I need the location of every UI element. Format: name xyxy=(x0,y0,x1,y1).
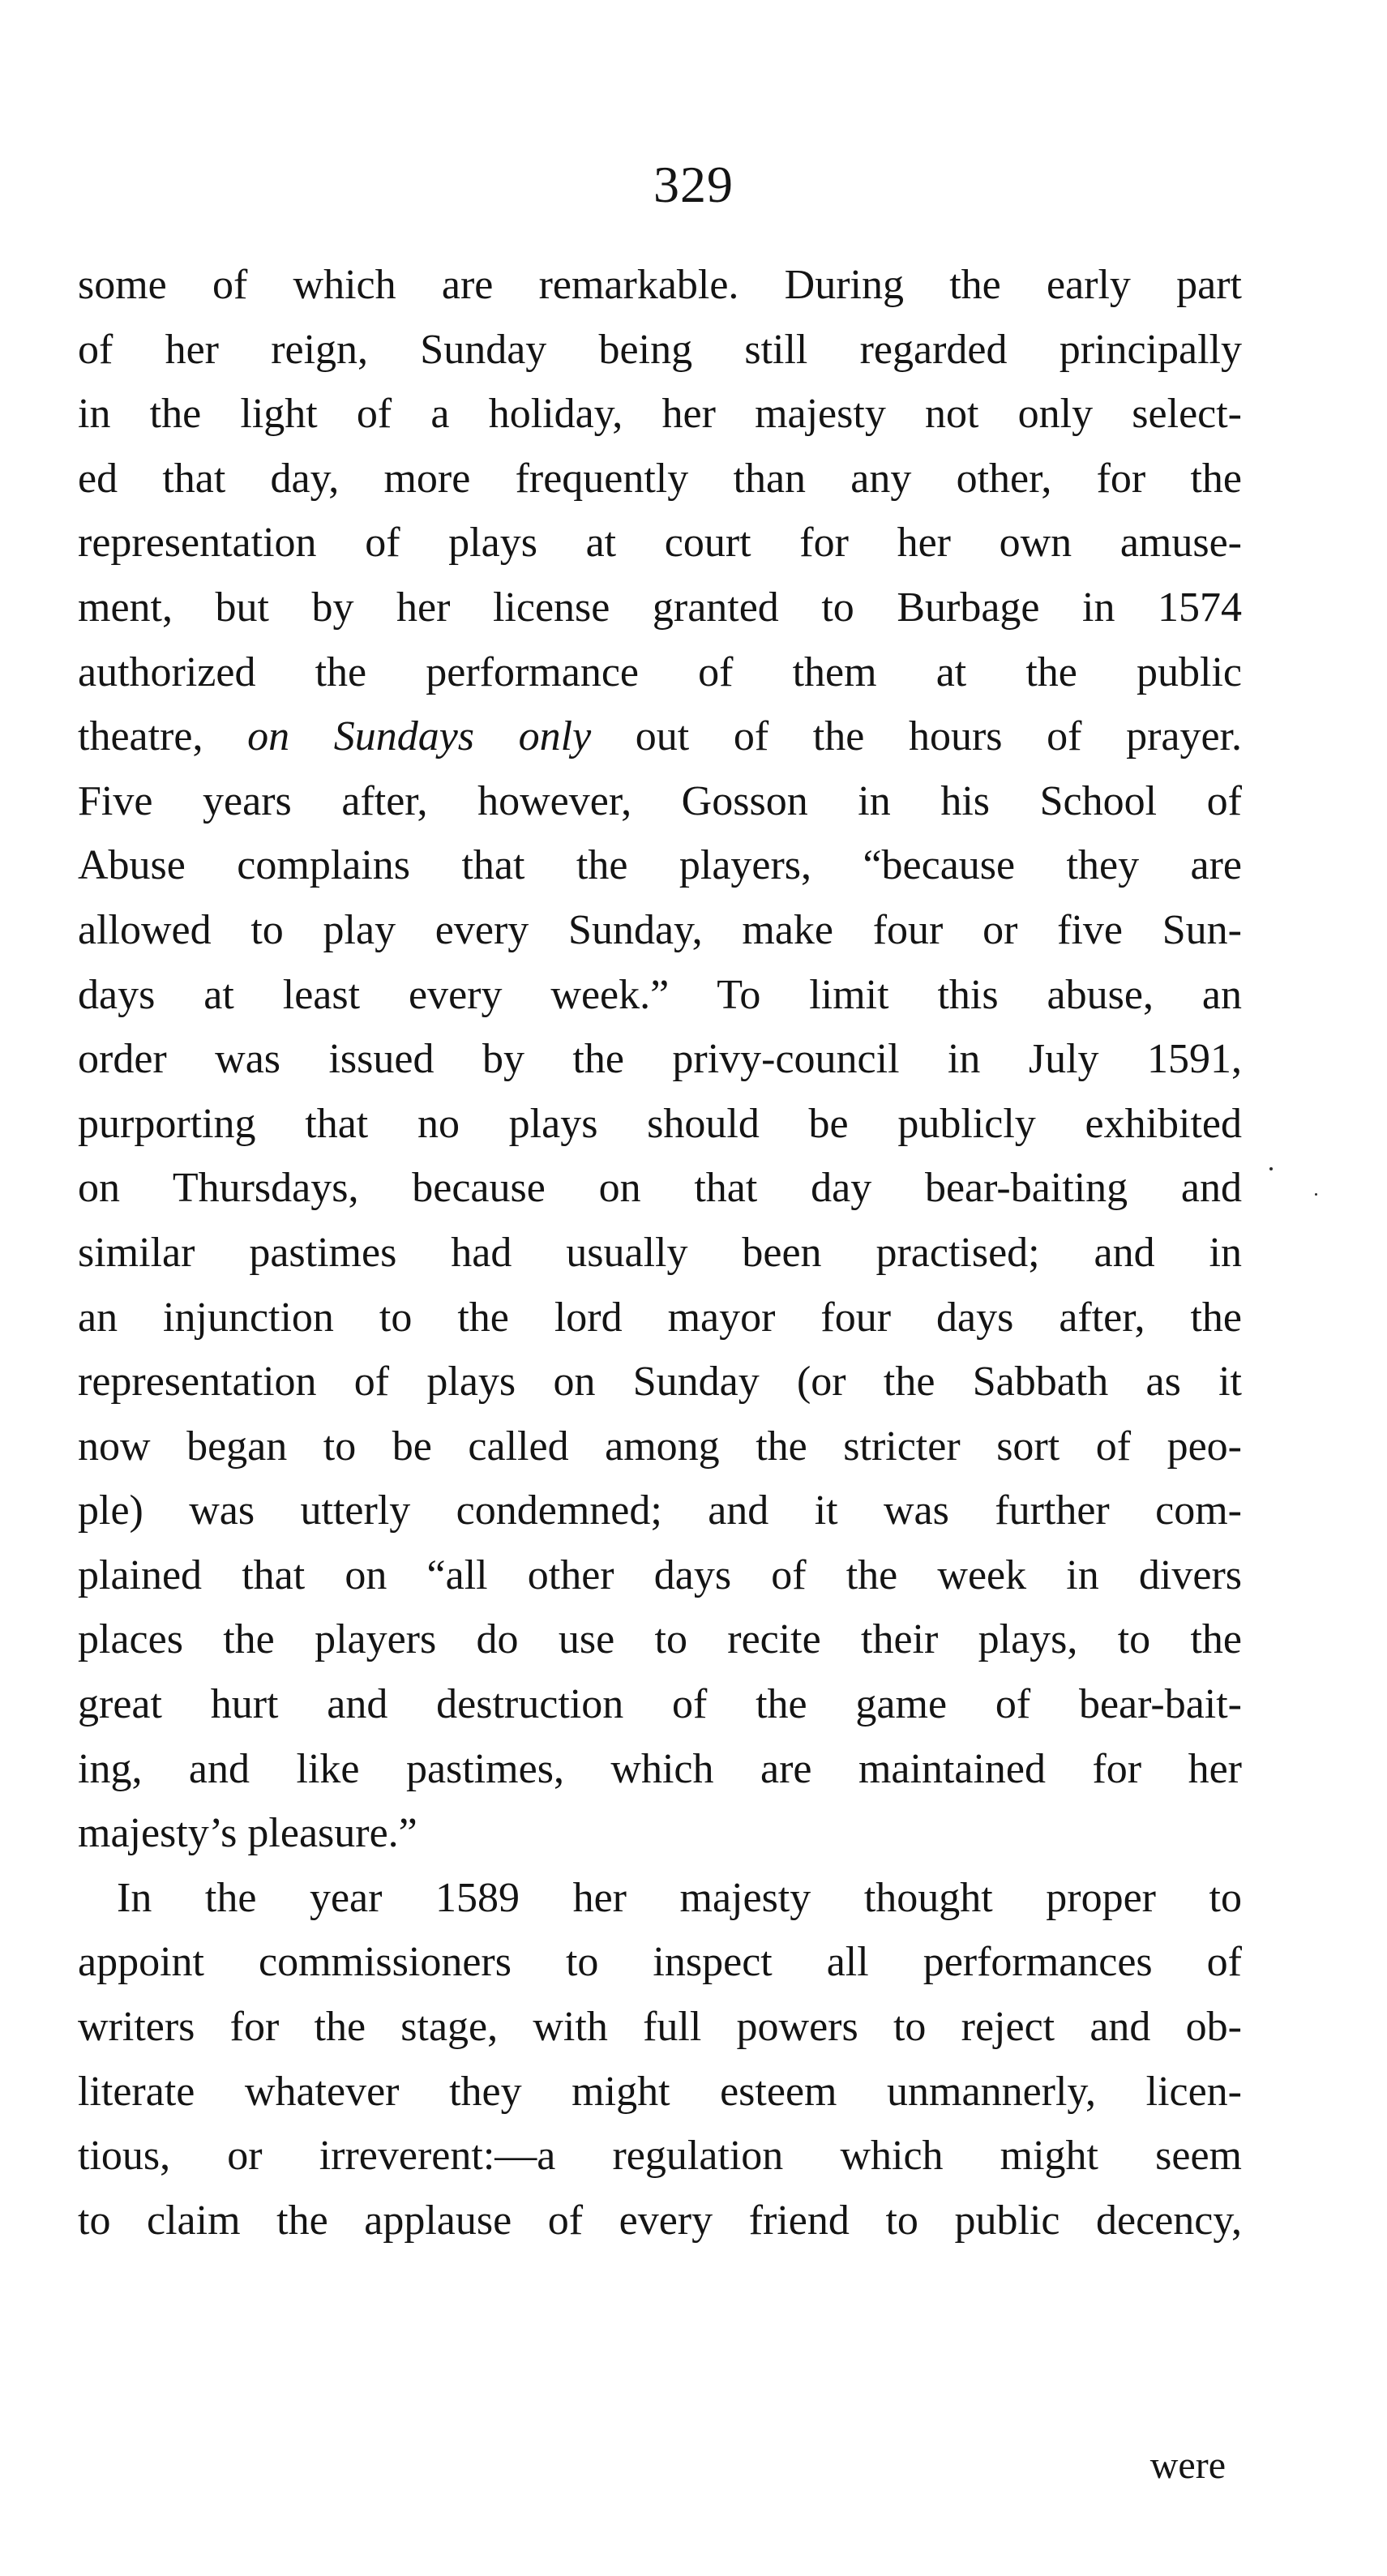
text-line: representation of plays at court for her own amuse- xyxy=(78,520,1242,567)
text-line: literate whatever they might esteem unmannerly, licen- xyxy=(78,2068,1242,2115)
text-line: authorized the performance of them at the public xyxy=(78,648,1242,695)
text-line: places the players do use to recite their plays, to the xyxy=(78,1616,1242,1663)
text-line: ple) was utterly condemned; and it was further com- xyxy=(78,1487,1242,1534)
text-line: Abuse complains that the players, “because they are xyxy=(78,842,1242,889)
paragraph-end-line: majesty’s pleasure.” xyxy=(78,1810,417,1857)
text-line: ment, but by her license granted to Burbage in 1574 xyxy=(78,584,1242,631)
text-line: representation of plays on Sunday (or the Sabbath as it xyxy=(78,1359,1242,1406)
text-line: an injunction to the lord mayor four days after, the xyxy=(78,1294,1242,1341)
text-line: ed that day, more frequently than any other, for the xyxy=(78,455,1242,502)
text-line: in the light of a holiday, her majesty not only select- xyxy=(78,391,1242,438)
text-line: order was issued by the privy-council in July 1591, xyxy=(78,1036,1242,1083)
ink-speck xyxy=(1315,1193,1317,1196)
italic-run: on Sundays only xyxy=(247,713,592,760)
text-line: on Thursdays, because on that day bear-baiting and xyxy=(78,1165,1242,1212)
text-run: out of the hours of prayer. xyxy=(591,713,1242,760)
text-line: writers for the stage, with full powers to reject and ob- xyxy=(78,2004,1242,2051)
text-line: plained that on “all other days of the week in divers xyxy=(78,1551,1242,1598)
text-line: appoint commissioners to inspect all performances of xyxy=(78,1939,1242,1986)
text-line: to claim the applause of every friend to public decency, xyxy=(78,2197,1242,2244)
text-line: of her reign, Sunday being still regarded principally xyxy=(78,326,1242,373)
text-line: Five years after, however, Gosson in his School of xyxy=(78,777,1242,824)
catchword: were xyxy=(1149,2444,1226,2487)
text-line: allowed to play every Sunday, make four or five Sun- xyxy=(78,906,1242,953)
page-number: 329 xyxy=(653,156,734,213)
text-line: purporting that no plays should be publicly exhibited xyxy=(78,1100,1242,1147)
paragraph-start-line: In the year 1589 her majesty thought proper to xyxy=(117,1874,1242,1921)
text-line-with-italics xyxy=(78,704,1242,769)
text-line: ing, and like pastimes, which are maintained for her xyxy=(78,1745,1242,1792)
text-line: great hurt and destruction of the game of bear-bait- xyxy=(78,1681,1242,1728)
text-line: days at least every week.” To limit this abuse, an xyxy=(78,971,1242,1018)
text-run: theatre, xyxy=(78,713,248,760)
ink-speck xyxy=(1269,1167,1273,1170)
text-line: similar pastimes had usually been practised; and in xyxy=(78,1229,1242,1276)
text-line: some of which are remarkable. During the early part xyxy=(78,262,1242,308)
text-line: tious, or irreverent:—a regulation which might seem xyxy=(78,2133,1242,2180)
body-text xyxy=(78,253,1242,2253)
text-line: now began to be called among the stricter sort of peo- xyxy=(78,1423,1242,1470)
